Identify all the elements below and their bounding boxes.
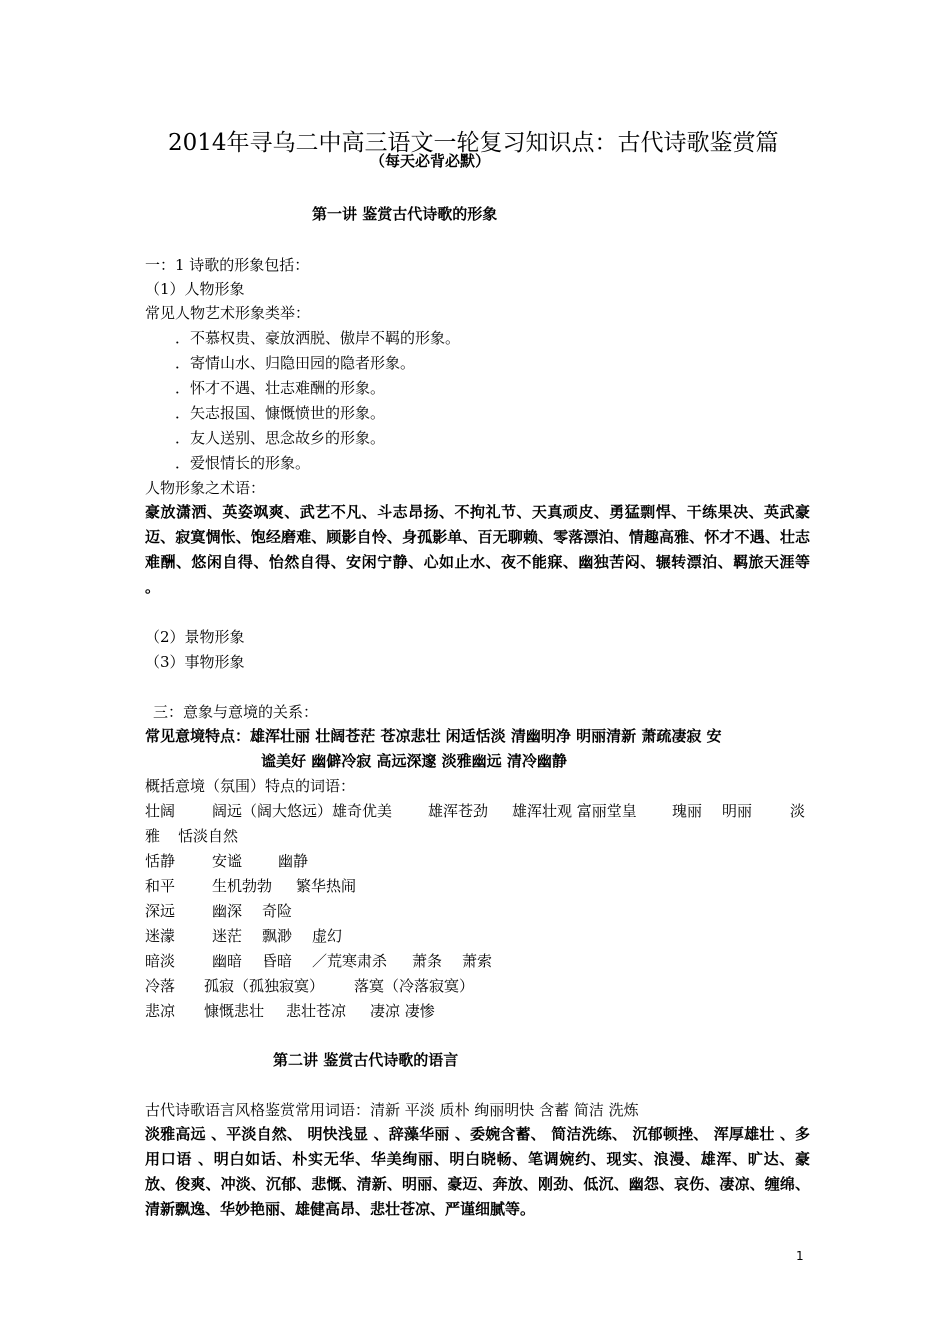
row-head: 暗淡 [145, 952, 176, 970]
bullet-item: ．不慕权贵、豪放洒脱、傲岸不羁的形象。 [175, 329, 461, 347]
word-item: 孤寂（孤独寂寞） [204, 977, 325, 995]
section3-heading: 三：意象与意境的关系： [153, 703, 319, 721]
word-row [145, 800, 175, 821]
word-item: 悲壮苍凉 [286, 1002, 347, 1020]
row-head: 冷落 [145, 977, 176, 995]
word-item: 凄凉 凄惨 [370, 1002, 435, 1020]
word-item: 落寞（冷落寂寞） [354, 977, 475, 995]
page-number: 1 [796, 1249, 804, 1263]
word-item: 繁华热闹 [296, 877, 357, 895]
row-head: 雅 [145, 827, 161, 845]
bullet-item: ．矢志报国、慷慨愤世的形象。 [175, 404, 386, 422]
sub2-heading: （2）景物形象 [145, 628, 245, 646]
style-label: 古代诗歌语言风格鉴赏常用词语：清新 平淡 质朴 绚丽明快 含蓄 简洁 洗炼 [145, 1101, 639, 1119]
word-item: 恬淡自然 [178, 827, 239, 845]
word-item: 迷茫 [212, 927, 243, 945]
word-item: 萧索 [462, 952, 493, 970]
document-title: 2014年寻乌二中高三语文一轮复习知识点：古代诗歌鉴赏篇 [168, 130, 779, 156]
word-item: 雄浑壮观 富丽堂皇 [512, 802, 637, 820]
bullet-item: ．友人送别、思念故乡的形象。 [175, 429, 386, 447]
word-item: 飘渺 [262, 927, 293, 945]
terms-label: 人物形象之术语： [145, 479, 266, 497]
yijing-line-1: 常见意境特点：雄浑壮丽 壮阔苍茫 苍凉悲壮 闲适恬淡 清幽明净 明丽清新 萧疏凄寂 安 [145, 727, 722, 745]
word-item: 虚幻 [312, 927, 343, 945]
word-item: 雄浑苍劲 [428, 802, 489, 820]
word-item: 生机勃勃 [212, 877, 273, 895]
word-item: 明丽 [722, 802, 753, 820]
section1-heading: 一：1 诗歌的形象包括： [145, 256, 310, 274]
lecture2-heading: 第二讲 鉴赏古代诗歌的语言 [273, 1051, 459, 1069]
bullet-item: ．怀才不遇、壮志难酬的形象。 [175, 379, 386, 397]
sub1-heading: （1）人物形象 [145, 280, 245, 298]
row-head: 迷濛 [145, 927, 176, 945]
word-item: 慷慨悲壮 [204, 1002, 265, 1020]
word-item: 淡 [790, 802, 806, 820]
word-item: 奇险 [262, 902, 293, 920]
row-head: 壮阔 [145, 802, 176, 820]
yijing-line-2: 谧美好 幽僻冷寂 高远深邃 淡雅幽远 清冷幽静 [261, 752, 567, 770]
row-head: 和平 [145, 877, 176, 895]
word-item: 幽暗 [212, 952, 243, 970]
style-paragraph: 淡雅高远 、平淡自然、 明快浅显 、辞藻华丽 、委婉含蓄、 简洁洗练、 沉郁顿挫、 浑厚雄壮 、多用口语 、明白如话、朴实无华、华美绚丽、明白晓畅、笔调婉约、现实、浪漫、雄浑、旷达、豪放、俊爽、冲淡、沉郁、悲慨、清新、明丽、豪迈、奔放、刚劲、低沉、幽怨、哀伤、凄凉、缠绵、清新飘逸、华妙艳丽、雄健高昂、悲壮苍凉、严谨细腻等。 [145, 1125, 810, 1218]
terms-paragraph: 豪放潇洒、英姿飒爽、武艺不凡、斗志昂扬、不拘礼节、天真顽皮、勇猛剽悍、干练果决、英武豪迈、寂寞惆怅、饱经磨难、顾影自怜、身孤影单、百无聊赖、零落漂泊、情趣高雅、怀才不遇、壮志难酬、悠闲自得、怡然自得、安闲宁静、心如止水、夜不能寐、幽独苦闷、辗转漂泊、羁旅天涯等 。 [145, 503, 810, 596]
word-item: 昏暗 [262, 952, 293, 970]
word-item: ／荒寒肃杀 [312, 952, 388, 970]
word-item: 安谧 [212, 852, 243, 870]
bullet-item: ．爱恨情长的形象。 [175, 454, 311, 472]
common-types-label: 常见人物艺术形象类举： [145, 304, 311, 322]
sub3-heading: （3）事物形象 [145, 653, 245, 671]
word-item: 萧条 [412, 952, 443, 970]
word-item: 幽静 [278, 852, 309, 870]
bullet-item: ．寄情山水、归隐田园的隐者形象。 [175, 354, 416, 372]
row-head: 悲凉 [145, 1002, 176, 1020]
document-subtitle: （每天必背必默） [370, 152, 491, 170]
gaikuo-label: 概括意境（氛围）特点的词语： [145, 777, 356, 795]
row-head: 恬静 [145, 852, 176, 870]
row-head: 深远 [145, 902, 176, 920]
word-item: 瑰丽 [672, 802, 703, 820]
word-item: 幽深 [212, 902, 243, 920]
word-item: 阔远（阔大悠远）雄奇优美 [212, 802, 393, 820]
lecture1-heading: 第一讲 鉴赏古代诗歌的形象 [312, 205, 498, 223]
